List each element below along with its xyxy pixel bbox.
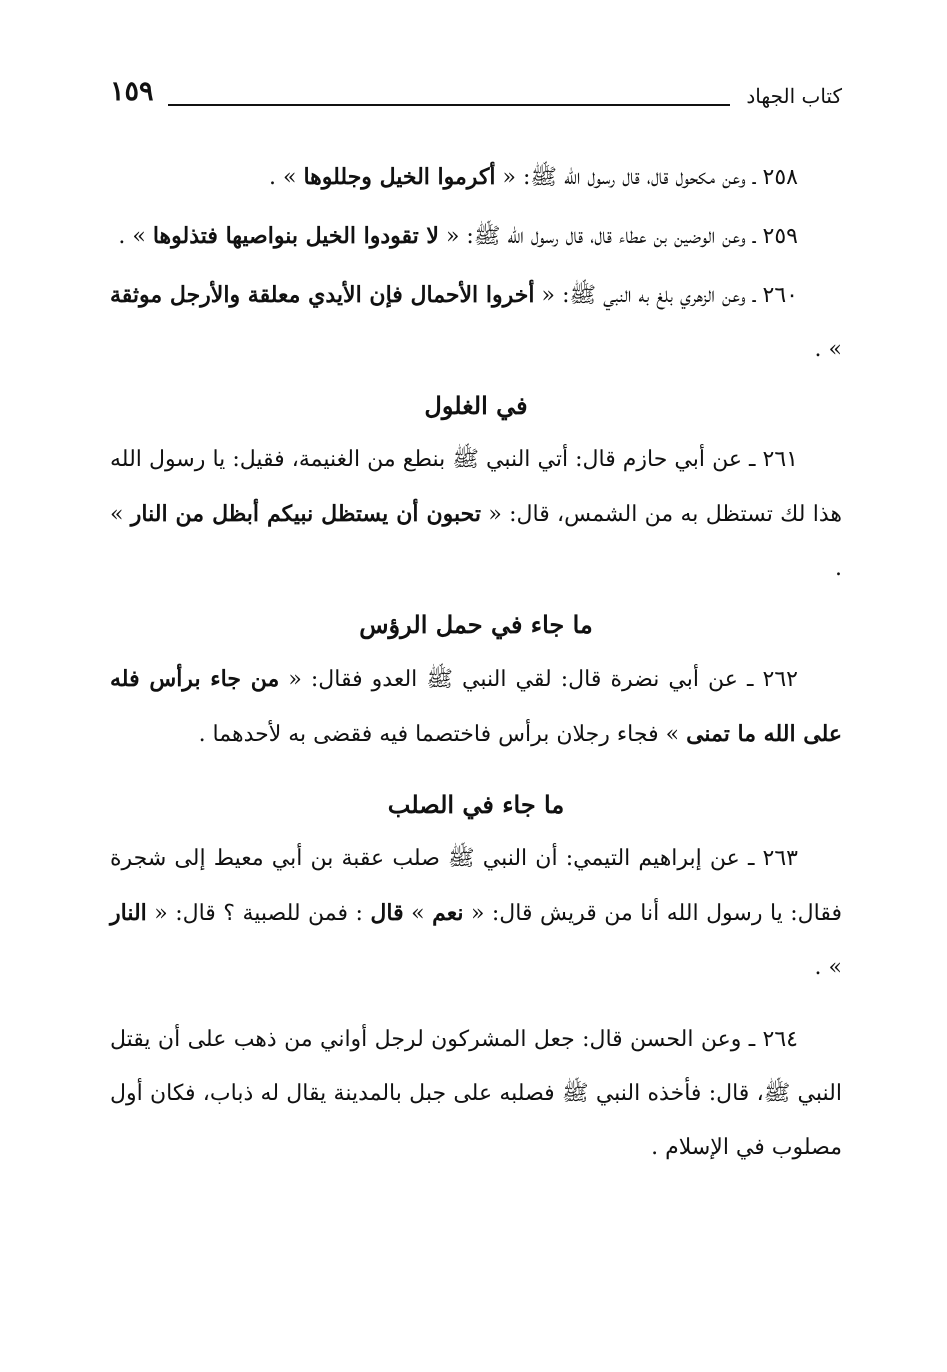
hadith-number: ٢٦٣ ـ: [747, 846, 798, 871]
hadith-number: ٢٥٩ ـ: [752, 224, 798, 249]
page-number: ١٥٩: [110, 76, 154, 107]
hadith-263: [110, 832, 842, 995]
hadith-quote-2: قال: [370, 900, 404, 926]
book-title: كتاب الجهاد: [746, 84, 842, 108]
hadith-tail: » .: [814, 955, 842, 980]
hadith-quote: أخروا الأحمال فإن الأيدي معلقة والأرجل موثقة: [110, 282, 535, 308]
hadith-quote: نعم: [432, 900, 464, 926]
hadith-text: وعن الحسن قال: جعل المشركون لرجل أواني من ذهب على أن يقتل النبي ﷺ، قال: فأخذه النبي ﷺ فصلبه على جبل بالمدينة يقال له ذباب، فكان أول مصلوب في الإسلام .: [110, 1027, 842, 1160]
hadith-259: [110, 209, 842, 264]
header-divider: [168, 104, 730, 106]
hadith-quote: تحبون أن يستظل نبيكم أبظل من النار: [130, 501, 481, 527]
section-heading-heads: ما جاء في حمل الرؤس: [359, 610, 593, 639]
hadith-number: ٢٦٢ ـ: [747, 667, 798, 692]
hadith-number: ٢٦٤ ـ: [748, 1027, 798, 1052]
hadith-tail: » فجاء رجلان برأس فاختصما فيه فقضى به لأحدهما .: [198, 722, 680, 747]
hadith-text: عن أبي حازم قال: أتي النبي ﷺ بنطع من الغنيمة، فقيل: يا رسول الله هذا لك تستظل به من الشمس، قال: «: [110, 447, 842, 527]
hadith-260: [110, 268, 842, 377]
spacer: [110, 766, 842, 780]
section-heading-crucifixion: ما جاء في الصلب: [387, 790, 565, 819]
hadith-quote: من جاء برأس فله على الله ما تمنى: [110, 666, 842, 747]
hadith-text: عن أبي نضرة قال: لقي النبي ﷺ العدو فقال: «: [288, 667, 738, 692]
section-heading-ghulul: في الغلول: [424, 391, 528, 420]
hadith-quote: لا تقودوا الخيل بنواصيها فتذلوها: [152, 223, 439, 249]
hadith-262: [110, 652, 842, 762]
hadith-number: ٢٦٠ ـ: [752, 283, 798, 308]
page-header: [110, 72, 842, 112]
hadith-number: ٢٦١ ـ: [749, 447, 798, 472]
hadith-tail: » .: [269, 165, 297, 190]
hadith-261: [110, 433, 842, 596]
hadith-258: [110, 150, 842, 205]
hadith-text: وعن الوضين بن عطاء قال، قال رسول الله ﷺ: «: [445, 224, 746, 249]
hadith-quote: أكرموا الخيل وجللوها: [303, 164, 496, 190]
hadith-text: وعن مكحول قال، قال رسول الله ﷺ: «: [502, 165, 746, 190]
hadith-quote-3: النار: [110, 900, 147, 926]
hadith-text: عن إبراهيم التيمي: أن النبي ﷺ صلب عقبة بن أبي معيط إلى شجرة فقال: يا رسول الله أنا من قريش قال: «: [110, 846, 843, 926]
hadith-number: ٢٥٨ ـ: [752, 165, 798, 190]
hadith-tail: » .: [110, 502, 842, 581]
hadith-tail: » .: [118, 224, 146, 249]
hadith-text-3: : فمن للصبية ؟ قال: «: [154, 901, 363, 926]
hadith-text: وعن الزهري بلغ به النبي ﷺ: «: [541, 283, 746, 308]
hadith-264: [110, 1013, 842, 1175]
hadith-text-2: »: [411, 901, 425, 926]
spacer: [110, 999, 842, 1013]
page-content: [110, 150, 842, 1179]
hadith-tail: » .: [814, 337, 842, 362]
